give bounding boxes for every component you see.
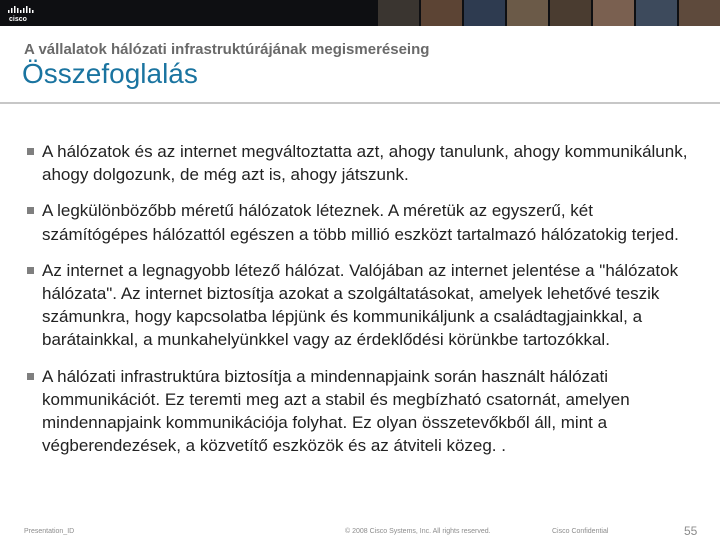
bullet-list: [26, 140, 702, 470]
bullet-square-icon: [27, 207, 34, 214]
header-photo: [464, 0, 505, 26]
bullet-text: Az internet a legnagyobb létező hálózat. Valójában az internet jelentése a "hálózatok hálózata". Az internet biztosítja azokat a szolgáltatásokat, amelyek lehetővé teszik számunkra, hogy kapcsolatba lépjünk és kommunikáljunk a családtagjainkkal, a barátainkkal, a munkahelyünkkel vagy az érdeklődési körünkbe tartozókkal.: [42, 260, 679, 350]
logo-text: cisco: [9, 16, 27, 23]
header-photo: [421, 0, 462, 26]
header-photo-strip: [378, 0, 720, 26]
bullet-square-icon: [27, 148, 34, 155]
bullet-text: A legkülönbözőbb méretű hálózatok léteznek. A méretük az egyszerű, két számítógépes hálózattól egészen a több millió eszközt tartalmazó hálózatokig terjed.: [42, 201, 679, 244]
bullet-item: [26, 140, 702, 186]
bullet-item: [26, 365, 702, 458]
title-divider: [0, 102, 720, 104]
header-photo: [550, 0, 591, 26]
bullet-square-icon: [27, 373, 34, 380]
header-photo: [507, 0, 548, 26]
header-photo: [378, 0, 419, 26]
bullet-text: A hálózati infrastruktúra biztosítja a mindennapjaink során használt hálózati kommunikációt. Ez teremti meg azt a stabil és megbízható csatornát, amelyen mindennapjaink kommunikációja folyhat. Ez olyan összetevőkből áll, mint a végberendezések, a közvetítő eszközök és az átviteli közeg. .: [42, 366, 630, 456]
copyright-notice: © 2008 Cisco Systems, Inc. All rights reserved.: [345, 528, 491, 535]
bullet-square-icon: [27, 267, 34, 274]
top-banner: [0, 0, 720, 26]
bullet-item: [26, 199, 702, 245]
header-photo: [593, 0, 634, 26]
slide-subtitle: A vállalatok hálózati infrastruktúrájának megismeréseing: [24, 41, 430, 58]
bullet-item: [26, 259, 702, 352]
presentation-id: Presentation_ID: [24, 528, 75, 535]
header-photo: [679, 0, 720, 26]
page-number: 55: [684, 524, 698, 538]
cisco-logo: [6, 3, 42, 23]
bullet-text: A hálózatok és az internet megváltoztatta azt, ahogy tanulunk, ahogy kommunikálunk, ahogy dolgozunk, de még azt is, ahogy játszunk.: [42, 142, 688, 185]
slide-title: Összefoglalás: [22, 58, 198, 89]
confidential-label: Cisco Confidential: [552, 528, 609, 535]
header-photo: [636, 0, 677, 26]
